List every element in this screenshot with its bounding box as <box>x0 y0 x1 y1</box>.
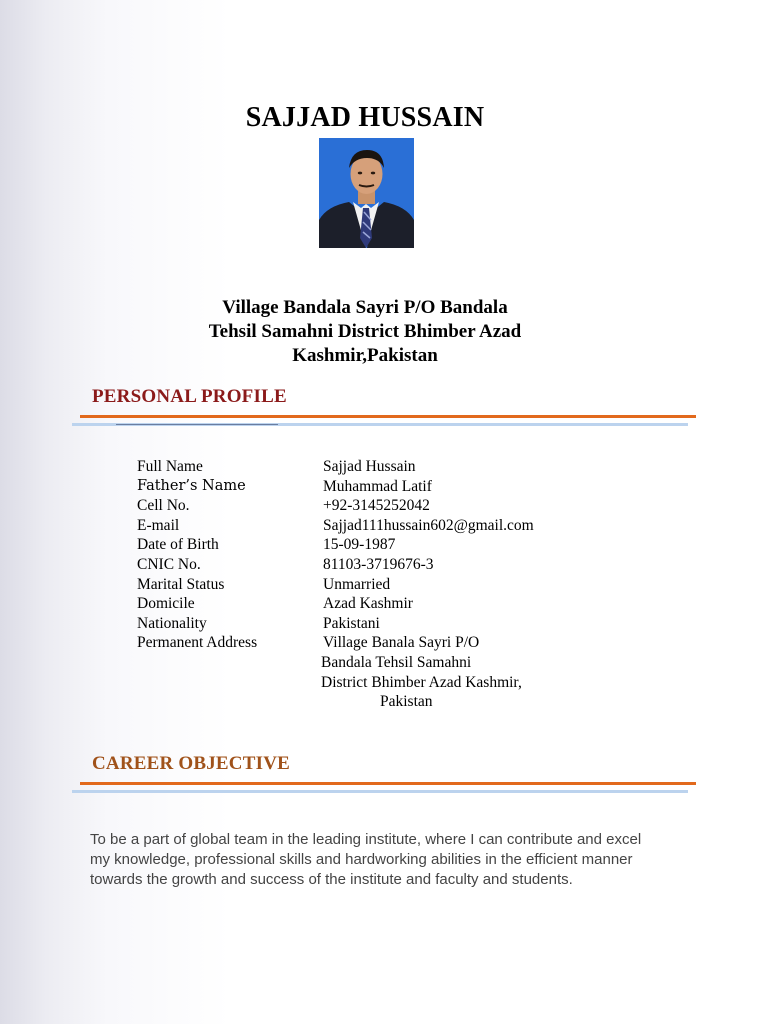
info-value: Pakistani <box>323 614 380 632</box>
info-label: Father’s Name <box>137 477 246 494</box>
section-divider-orange <box>80 782 696 785</box>
address-continuation: Pakistan <box>380 693 433 711</box>
info-label: Nationality <box>137 614 207 632</box>
info-label: Full Name <box>137 458 203 475</box>
email-link[interactable]: Sajjad111hussain602@gmail.com <box>323 516 534 534</box>
info-row-domicile <box>137 594 534 614</box>
info-row-cnic <box>137 555 534 575</box>
info-label: Domicile <box>137 595 195 613</box>
info-value: Muhammad Latif <box>323 477 432 495</box>
info-value: Sajjad Hussain <box>323 458 416 475</box>
address-line: Tehsil Samahni District Bhimber Azad <box>208 321 522 342</box>
address-line: Kashmir,Pakistan <box>292 345 438 366</box>
info-value: Azad Kashmir <box>323 595 413 613</box>
info-row-full-name <box>137 457 534 477</box>
info-row-permanent-address <box>137 633 534 653</box>
profile-photo <box>319 138 414 248</box>
address-continuation: Bandala Tehsil Samahni <box>321 653 472 671</box>
info-value: 81103-3719676-3 <box>323 555 434 573</box>
info-label: CNIC No. <box>137 555 201 573</box>
portrait-image <box>319 138 414 248</box>
info-label: Date of Birth <box>137 536 219 554</box>
info-row-fathers-name <box>137 477 534 497</box>
career-objective-heading: CAREER OBJECTIVE <box>92 753 290 774</box>
address-continuation: District Bhimber Azad Kashmir, <box>321 673 522 691</box>
section-divider-orange <box>80 415 696 418</box>
info-value: Unmarried <box>323 575 391 593</box>
section-divider-short <box>116 424 278 425</box>
address-line: Village Bandala Sayri P/O Bandala <box>222 297 508 318</box>
info-row-marital-status <box>137 575 534 595</box>
info-value: Village Banala Sayri P/O <box>323 634 480 652</box>
info-value: 15-09-1987 <box>323 536 396 554</box>
info-row-nationality <box>137 614 534 634</box>
info-row-email <box>137 516 534 536</box>
info-label: E-mail <box>137 516 180 534</box>
info-label: Marital Status <box>137 575 225 593</box>
info-row-cell <box>137 496 534 516</box>
career-objective-text: To be a part of global team in the leading institute, where I can contribute and excel my knowledge, professional skills and hardworking abilities in the efficient manner towards the growth and success of the institute and faculty and students. <box>90 831 642 888</box>
section-divider-blue <box>72 790 688 793</box>
info-value: +92-3145252042 <box>323 497 430 515</box>
personal-info-table <box>137 457 534 712</box>
candidate-name: SAJJAD HUSSAIN <box>245 102 485 133</box>
info-row-dob <box>137 535 534 555</box>
header-address <box>0 296 730 368</box>
personal-profile-heading: PERSONAL PROFILE <box>92 386 287 407</box>
info-label: Cell No. <box>137 497 190 515</box>
info-label: Permanent Address <box>137 634 258 652</box>
